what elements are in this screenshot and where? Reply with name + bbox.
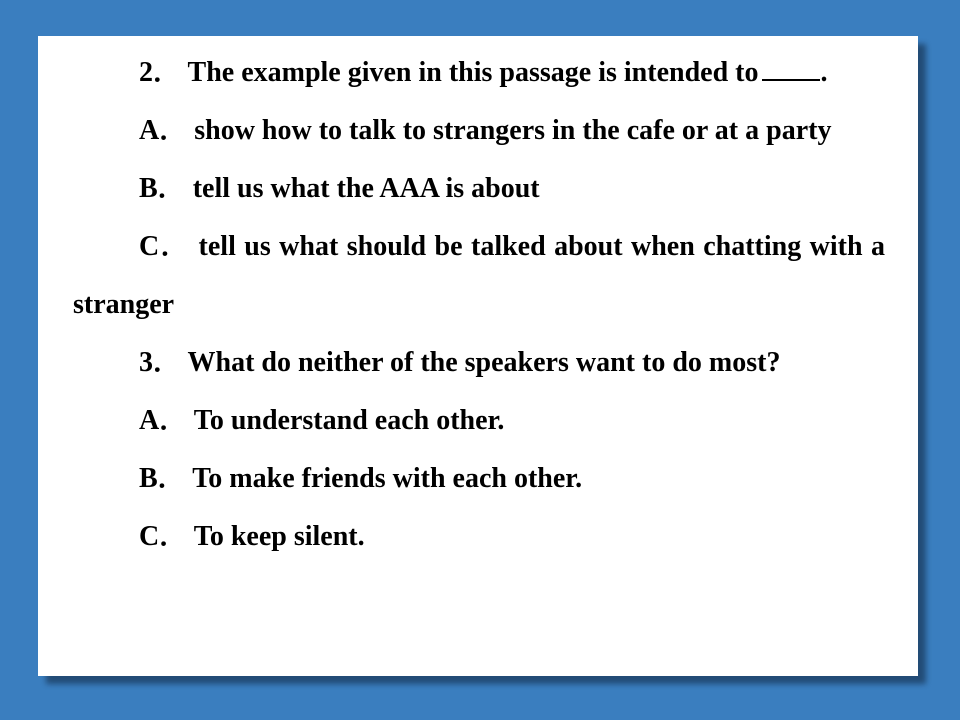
question-2-stem: [73, 44, 885, 102]
option-letter: C．: [139, 521, 188, 552]
option-letter: A．: [139, 115, 188, 146]
option-letter: A．: [139, 405, 188, 436]
option-letter: B．: [139, 463, 186, 494]
option-letter: C．: [139, 231, 191, 262]
question-2-option-a: [73, 102, 885, 160]
option-text: show how to talk to strangers in the cafe or at a party: [194, 115, 832, 146]
option-letter: B．: [139, 173, 186, 204]
question-2-number: 2．: [139, 57, 182, 88]
question-2-option-b: [73, 160, 885, 218]
option-text: tell us what should be talked about when chatting with a stranger: [73, 231, 885, 320]
answer-blank: [762, 57, 820, 81]
option-text: To understand each other.: [193, 405, 505, 436]
question-text: [73, 44, 885, 566]
question-3-option-c: [73, 508, 885, 566]
question-3-number: 3．: [139, 347, 182, 378]
question-3-option-b: [73, 450, 885, 508]
option-text: tell us what the AAA is about: [192, 173, 540, 204]
option-text: To keep silent.: [193, 521, 365, 552]
option-text: To make friends with each other.: [192, 463, 583, 494]
question-2-stem-end: .: [820, 57, 828, 88]
question-3-stem: [73, 334, 885, 392]
question-2-stem-text: The example given in this passage is intended to: [187, 57, 759, 88]
question-2-option-c: [73, 218, 885, 334]
slide: [38, 36, 918, 676]
question-3-option-a: [73, 392, 885, 450]
question-3-stem-text: What do neither of the speakers want to do most?: [187, 347, 781, 378]
